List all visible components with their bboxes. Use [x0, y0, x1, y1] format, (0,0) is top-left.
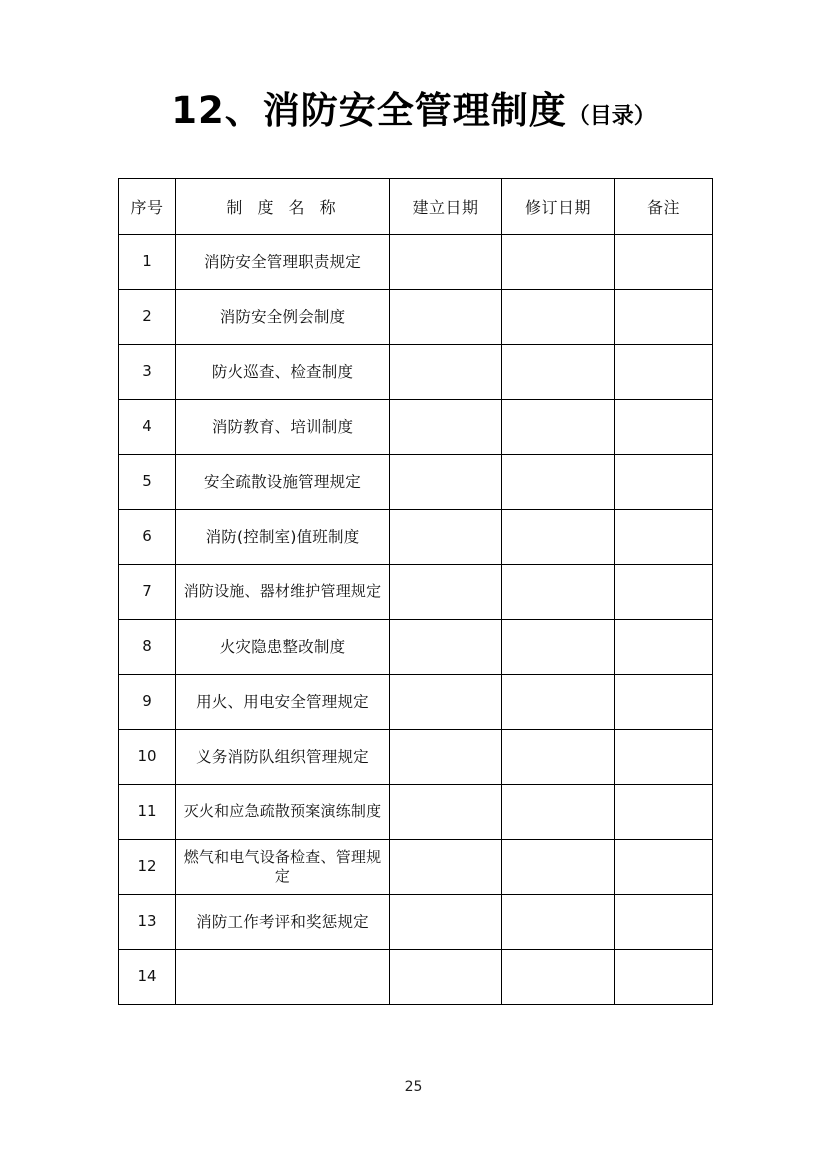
- table-row: [119, 785, 713, 840]
- cell-established-date[interactable]: [390, 290, 502, 345]
- cell-revised-date[interactable]: [502, 840, 615, 895]
- cell-revised-date[interactable]: [502, 290, 615, 345]
- cell-established-date[interactable]: [390, 345, 502, 400]
- cell-revised-date[interactable]: [502, 895, 615, 950]
- cell-no: 8: [119, 620, 176, 675]
- catalog-table-container: [118, 178, 712, 1005]
- cell-no: 1: [119, 235, 176, 290]
- table-row: [119, 895, 713, 950]
- cell-remark[interactable]: [615, 730, 713, 785]
- cell-name: 燃气和电气设备检查、管理规定: [176, 840, 390, 895]
- cell-name: 消防安全例会制度: [176, 290, 390, 345]
- column-header-revised-date: 修订日期: [502, 179, 615, 235]
- cell-established-date[interactable]: [390, 620, 502, 675]
- cell-no: 14: [119, 950, 176, 1005]
- cell-remark[interactable]: [615, 290, 713, 345]
- cell-name: 火灾隐患整改制度: [176, 620, 390, 675]
- cell-established-date[interactable]: [390, 895, 502, 950]
- table-body: [119, 235, 713, 1005]
- page-number: 25: [404, 1079, 423, 1095]
- cell-name: 防火巡查、检查制度: [176, 345, 390, 400]
- cell-revised-date[interactable]: [502, 455, 615, 510]
- cell-established-date[interactable]: [390, 235, 502, 290]
- cell-remark[interactable]: [615, 510, 713, 565]
- table-row: [119, 400, 713, 455]
- cell-name: 消防安全管理职责规定: [176, 235, 390, 290]
- table-row: [119, 950, 713, 1005]
- cell-remark[interactable]: [615, 345, 713, 400]
- catalog-table: [118, 178, 713, 1005]
- column-header-established-date: 建立日期: [390, 179, 502, 235]
- cell-established-date[interactable]: [390, 785, 502, 840]
- cell-established-date[interactable]: [390, 730, 502, 785]
- page-title-main: 12、消防安全管理制度: [171, 89, 567, 132]
- cell-no: 12: [119, 840, 176, 895]
- cell-revised-date[interactable]: [502, 510, 615, 565]
- cell-remark[interactable]: [615, 565, 713, 620]
- cell-established-date[interactable]: [390, 565, 502, 620]
- table-row: [119, 455, 713, 510]
- cell-revised-date[interactable]: [502, 730, 615, 785]
- cell-name: 灭火和应急疏散预案演练制度: [176, 785, 390, 840]
- cell-no: 7: [119, 565, 176, 620]
- cell-no: 9: [119, 675, 176, 730]
- cell-no: 5: [119, 455, 176, 510]
- cell-remark[interactable]: [615, 785, 713, 840]
- page-title: [0, 89, 827, 132]
- cell-name: 安全疏散设施管理规定: [176, 455, 390, 510]
- cell-revised-date[interactable]: [502, 235, 615, 290]
- cell-name: 用火、用电安全管理规定: [176, 675, 390, 730]
- cell-established-date[interactable]: [390, 510, 502, 565]
- cell-name: 消防(控制室)值班制度: [176, 510, 390, 565]
- cell-established-date[interactable]: [390, 400, 502, 455]
- cell-remark[interactable]: [615, 950, 713, 1005]
- page-title-subtitle: （目录）: [567, 104, 656, 129]
- cell-remark[interactable]: [615, 400, 713, 455]
- cell-remark[interactable]: [615, 235, 713, 290]
- table-header-row: [119, 179, 713, 235]
- cell-established-date[interactable]: [390, 840, 502, 895]
- cell-name: [176, 950, 390, 1005]
- table-row: [119, 290, 713, 345]
- cell-no: 6: [119, 510, 176, 565]
- cell-revised-date[interactable]: [502, 400, 615, 455]
- cell-revised-date[interactable]: [502, 785, 615, 840]
- cell-revised-date[interactable]: [502, 620, 615, 675]
- cell-remark[interactable]: [615, 455, 713, 510]
- cell-name: 消防设施、器材维护管理规定: [176, 565, 390, 620]
- cell-no: 10: [119, 730, 176, 785]
- table-row: [119, 840, 713, 895]
- cell-revised-date[interactable]: [502, 565, 615, 620]
- cell-no: 13: [119, 895, 176, 950]
- cell-revised-date[interactable]: [502, 345, 615, 400]
- column-header-remark: 备注: [615, 179, 713, 235]
- table-row: [119, 675, 713, 730]
- cell-established-date[interactable]: [390, 455, 502, 510]
- table-row: [119, 345, 713, 400]
- cell-remark[interactable]: [615, 840, 713, 895]
- cell-revised-date[interactable]: [502, 950, 615, 1005]
- cell-no: 4: [119, 400, 176, 455]
- table-row: [119, 620, 713, 675]
- table-row: [119, 730, 713, 785]
- table-row: [119, 510, 713, 565]
- cell-remark[interactable]: [615, 620, 713, 675]
- cell-name: 消防工作考评和奖惩规定: [176, 895, 390, 950]
- column-header-no: 序号: [119, 179, 176, 235]
- cell-revised-date[interactable]: [502, 675, 615, 730]
- cell-no: 3: [119, 345, 176, 400]
- cell-remark[interactable]: [615, 675, 713, 730]
- table-header: [119, 179, 713, 235]
- cell-name: 消防教育、培训制度: [176, 400, 390, 455]
- cell-remark[interactable]: [615, 895, 713, 950]
- cell-established-date[interactable]: [390, 675, 502, 730]
- table-row: [119, 565, 713, 620]
- cell-no: 2: [119, 290, 176, 345]
- cell-name: 义务消防队组织管理规定: [176, 730, 390, 785]
- cell-established-date[interactable]: [390, 950, 502, 1005]
- table-row: [119, 235, 713, 290]
- column-header-name: 制 度 名 称: [176, 179, 390, 235]
- cell-no: 11: [119, 785, 176, 840]
